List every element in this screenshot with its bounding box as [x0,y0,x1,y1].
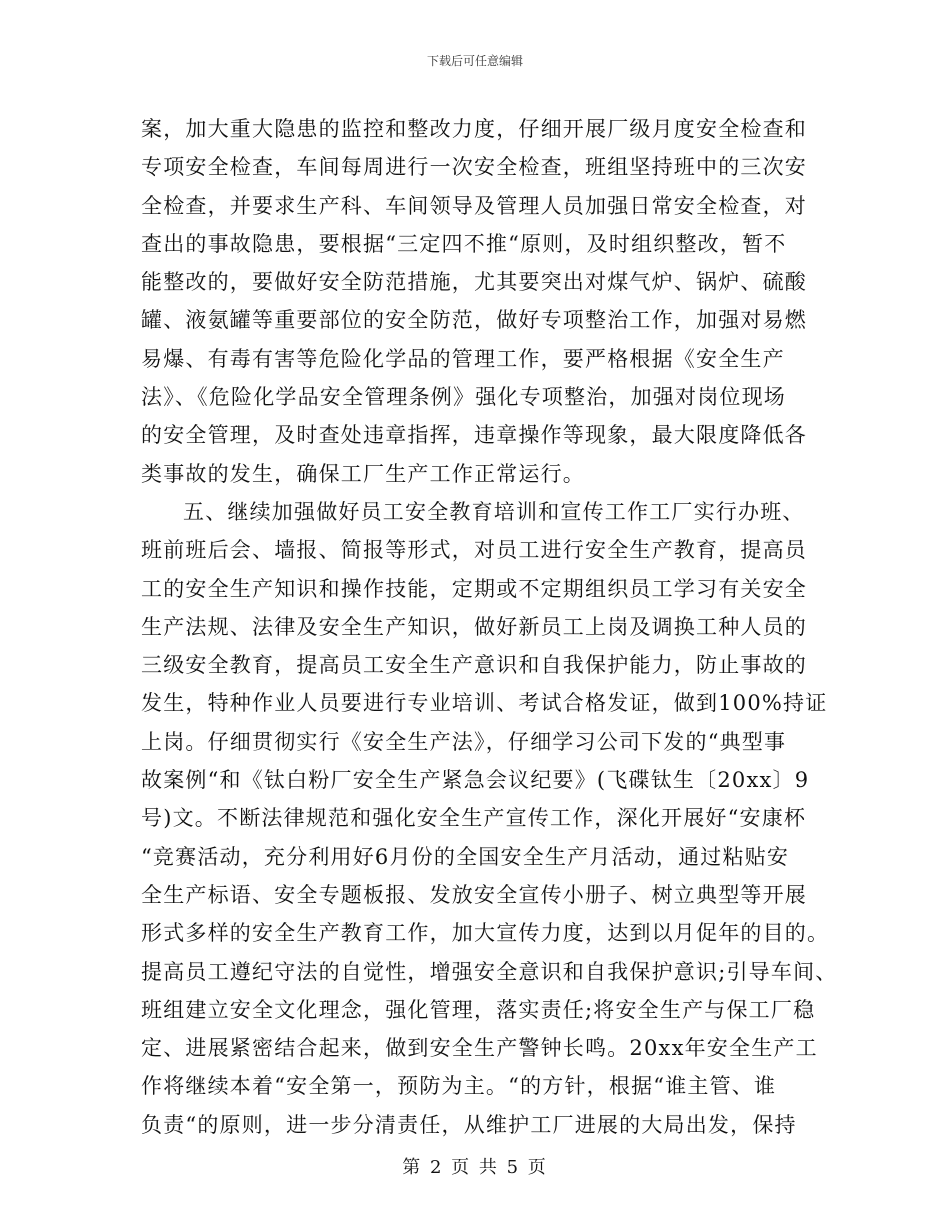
text-line: 的安全管理，及时查处违章指挥，违章操作等现象，最大限度降低各 [141,423,807,448]
text-line: 法》、《危险化学品安全管理条例》强化专项整治，加强对岗位现场 [141,385,786,410]
text-line: 易爆、有毒有害等危险化学品的管理工作，要严格根据《安全生产 [141,346,785,371]
text-line: 班组建立安全文化理念，强化管理，落实责任;将安全生产与保工厂稳 [141,997,816,1022]
text-line: 发生，特种作业人员要进行专业培训、考试合格发证，做到100%持证 [141,691,828,716]
text-line: 专项安全检查，车间每周进行一次安全检查，班组坚持班中的三次安 [141,155,807,180]
text-line: 提高员工遵纪守法的自觉性，增强安全意识和自我保护意识;引导车间、 [141,959,838,984]
page-header-note: 下载后可任意编辑 [426,54,523,68]
text-line: 能整改的，要做好安全防范措施，尤其要突出对煤气炉、锅炉、硫酸 [141,270,807,295]
text-line: 罐、液氨罐等重要部位的安全防范，做好专项整治工作，加强对易燃 [141,308,807,333]
text-line: 类事故的发生，确保工厂生产工作正常运行。 [141,461,585,486]
text-line: 全检查，并要求生产科、车间领导及管理人员加强日常安全检查，对 [141,193,807,218]
text-line: 号)文。不断法律规范和强化安全生产宣传工作，深化开展好“安康杯 [141,806,807,831]
text-line: 工的安全生产知识和操作技能，定期或不定期组织员工学习有关安全 [141,576,807,601]
section-heading-line: 五、继续加强做好员工安全教育培训和宣传工作工厂实行办班、 [183,499,805,524]
text-line: 上岗。仔细贯彻实行《安全生产法》，仔细学习公司下发的“典型事 [141,729,787,754]
page-number: 第 2 页 共 5 页 [402,1157,548,1178]
document-body [141,110,838,1144]
text-line: 负责“的原则，进一步分清责任，从维护工厂进展的大局出发，保持 [141,1112,797,1137]
text-line: 生产法规、法律及安全生产知识，做好新员工上岗及调换工种人员的 [141,614,807,639]
text-line: 形式多样的安全生产教育工作，加大宣传力度，达到以月促年的目的。 [141,921,830,946]
text-line: 查出的事故隐患，要根据“三定四不推“原则，及时组织整改，暂不 [141,231,787,256]
text-line: 全生产标语、安全专题板报、发放安全宣传小册子、树立典型等开展 [141,882,807,907]
text-line: 案，加大重大隐患的监控和整改力度，仔细开展厂级月度安全检查和 [141,117,807,141]
text-line: 作将继续本着“安全第一，预防为主。“的方针，根据“谁主管、谁 [141,1074,777,1099]
text-line: “竞赛活动，充分利用好6月份的全国安全生产月活动，通过粘贴安 [141,844,790,869]
text-line: 班前班后会、墙报、简报等形式，对员工进行安全生产教育，提高员 [141,538,807,563]
text-line: 三级安全教育，提高员工安全生产意识和自我保护能力，防止事故的 [141,653,807,678]
text-line: 定、进展紧密结合起来，做到安全生产警钟长鸣。20xx年安全生产工 [141,1036,818,1061]
text-line: 故案例“和《钛白粉厂安全生产紧急会议纪要》(飞碟钛生〔20xx〕9 [141,768,810,793]
